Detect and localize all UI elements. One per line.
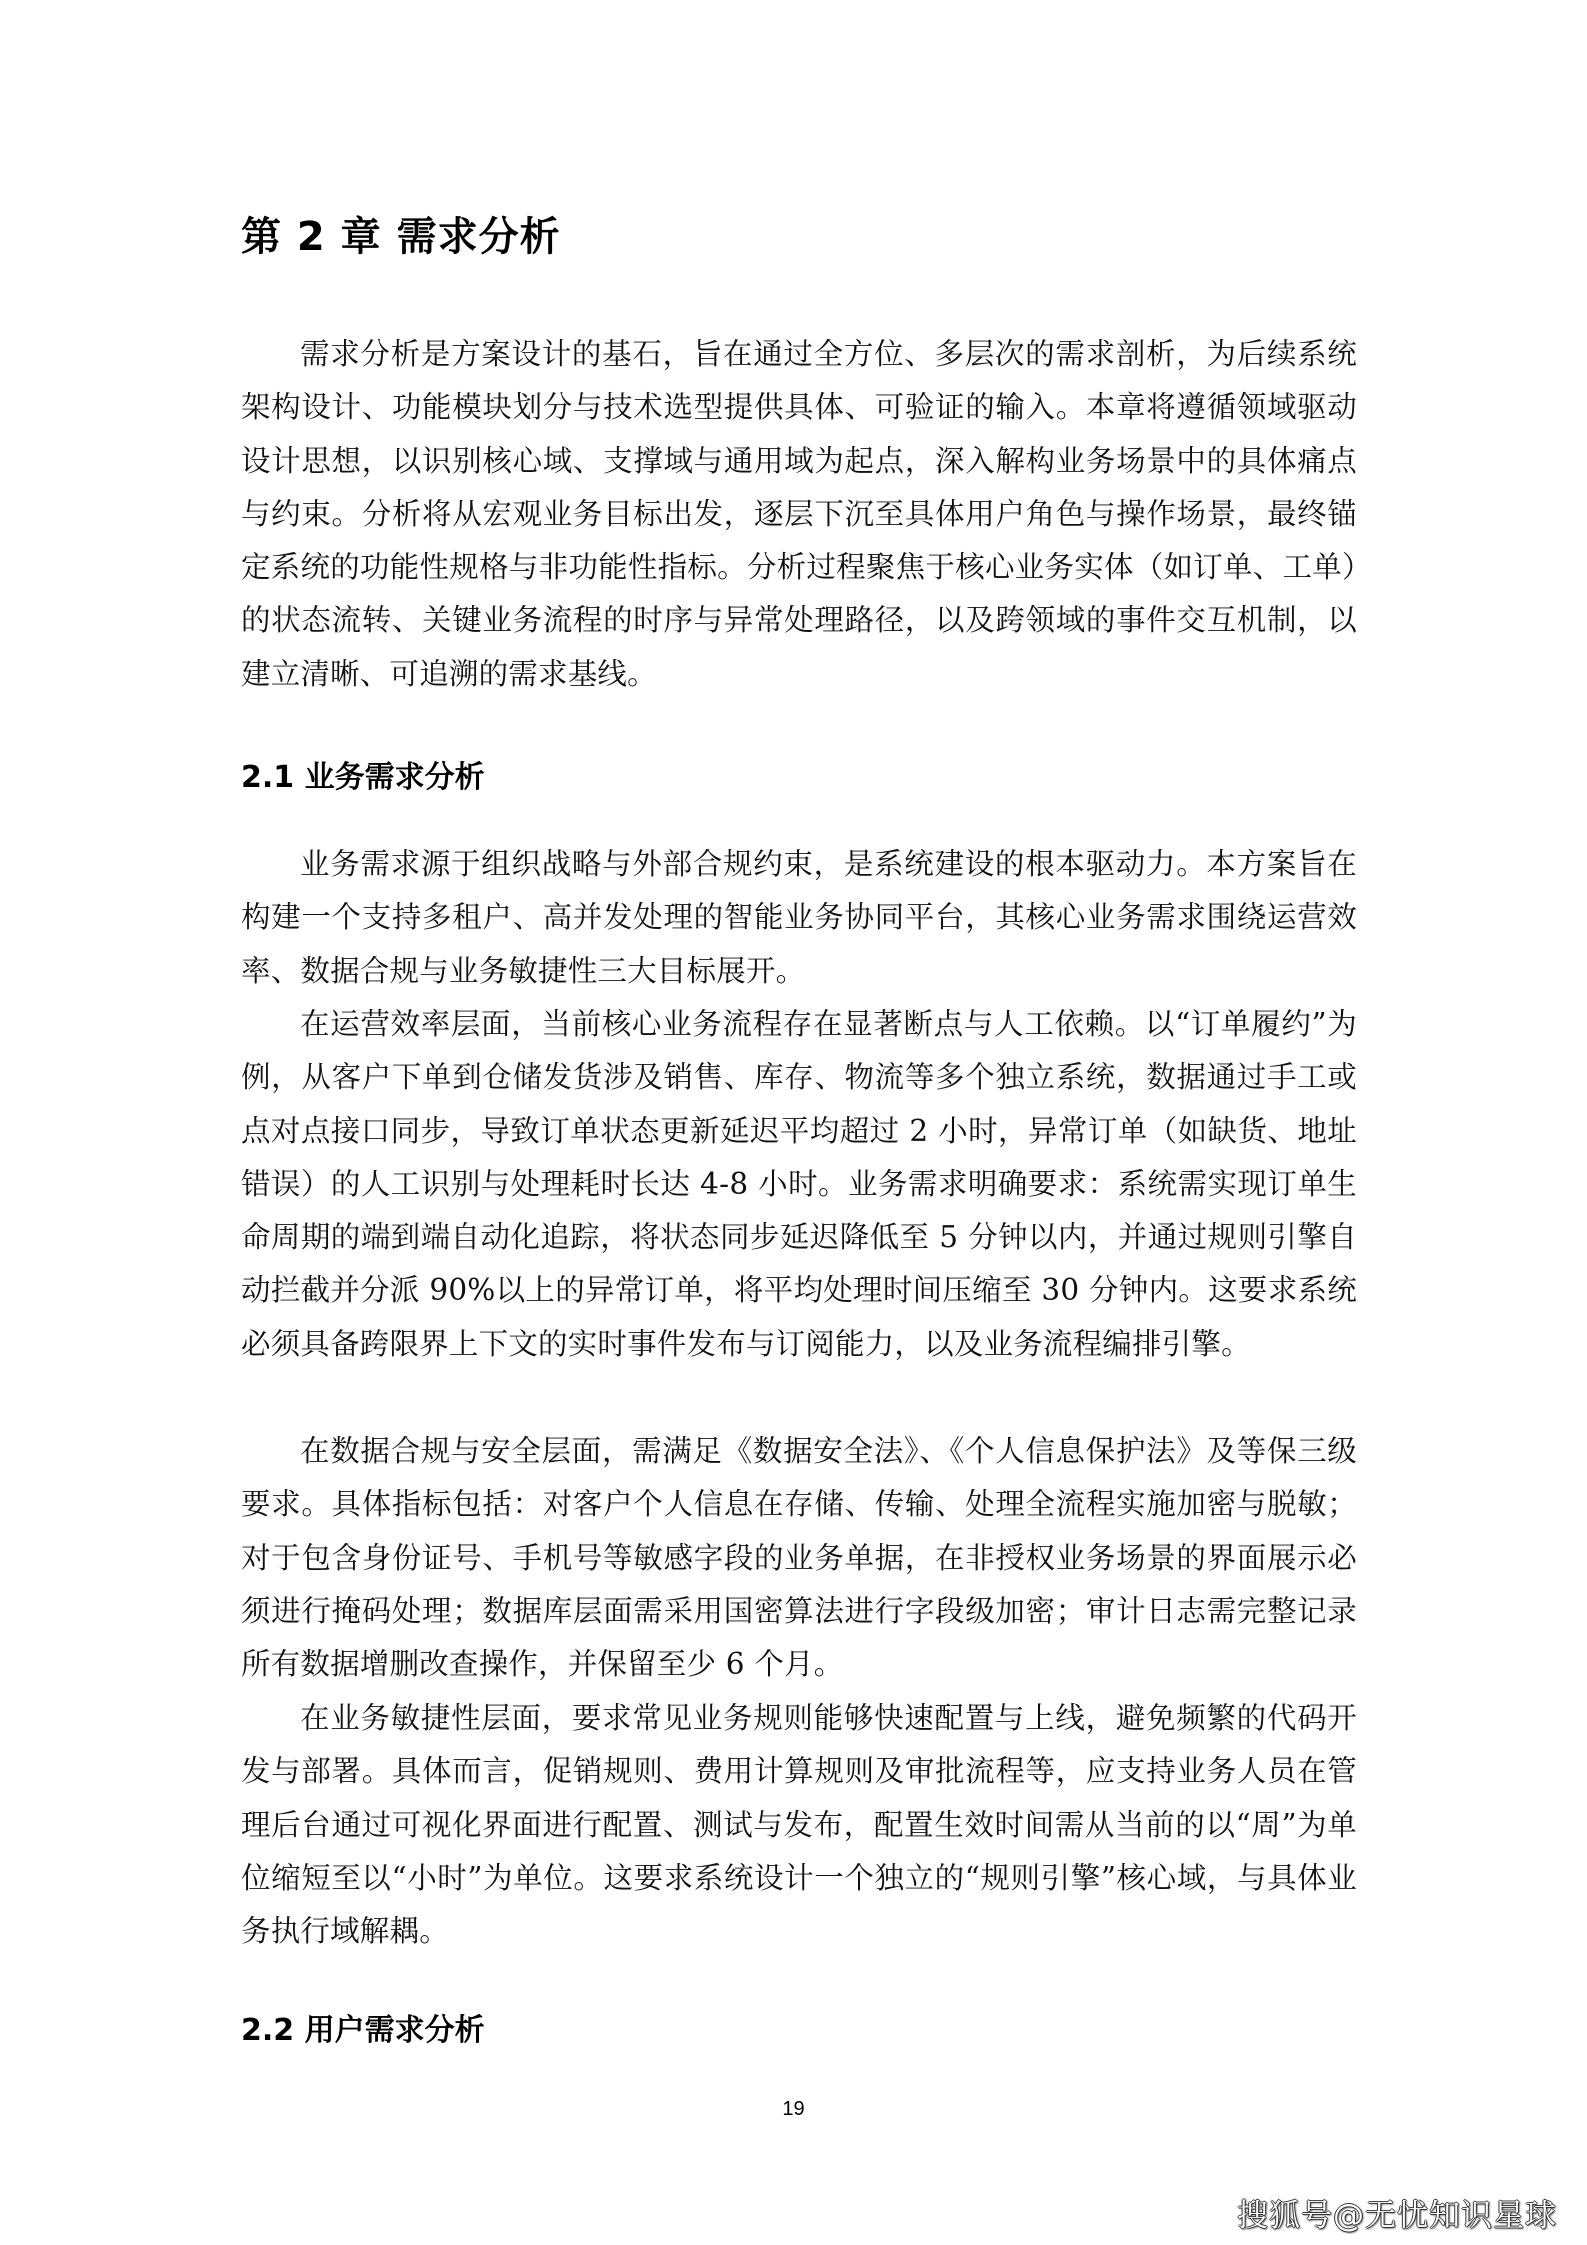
paragraph-business-overview: 业务需求源于组织战略与外部合规约束，是系统建设的根本驱动力。本方案旨在构建一个支持多租户、高并发处理的智能业务协同平台，其核心业务需求围绕运营效率、数据合规与业务敏捷性三大目标展开。 bbox=[241, 847, 1357, 988]
paragraph-data-compliance: 在数据合规与安全层面，需满足《数据安全法》、《个人信息保护法》及等保三级要求。具体指标包括：对客户个人信息在存储、传输、处理全流程实施加密与脱敏；对于包含身份证号、手机号等敏感字段的业务单据，在非授权业务场景的界面展示必须进行掩码处理；数据库层面需采用国密算法进行字段级加密；审计日志需完整记录所有数据增删改查操作，并保留至少 6 个月。 bbox=[241, 1434, 1357, 1682]
paragraph-operational-efficiency: 在运营效率层面，当前核心业务流程存在显著断点与人工依赖。以“订单履约”为例，从客户下单到仓储发货涉及销售、库存、物流等多个独立系统，数据通过手工或点对点接口同步，导致订单状态更新延迟平均超过 2 小时，异常订单（如缺货、地址错误）的人工识别与处理耗时长达 4-8 小时。业务需求明确要求：系统需实现订单生命周期的端到端自动化追踪，将状态同步延迟降低至 5 分钟以内，并通过规则引擎自动拦截并分派 90%以上的异常订单，将平均处理时间压缩至 30 分钟内。这要求系统必须具备跨限界上下文的实时事件发布与订阅能力，以及业务流程编排引擎。 bbox=[241, 1007, 1357, 1361]
section-title-2-2: 2.2 用户需求分析 bbox=[241, 2013, 485, 2048]
paragraph-business-agility: 在业务敏捷性层面，要求常见业务规则能够快速配置与上线，避免频繁的代码开发与部署。具体而言，促销规则、费用计算规则及审批流程等，应支持业务人员在管理后台通过可视化界面进行配置、测试与发布，配置生效时间需从当前的以“周”为单位缩短至以“小时”为单位。这要求系统设计一个独立的“规则引擎”核心域，与具体业务执行域解耦。 bbox=[241, 1701, 1357, 1949]
page-number: 19 bbox=[782, 2098, 805, 2120]
intro-paragraph: 需求分析是方案设计的基石，旨在通过全方位、多层次的需求剖析，为后续系统架构设计、功能模块划分与技术选型提供具体、可验证的输入。本章将遵循领域驱动设计思想，以识别核心域、支撑域与通用域为起点，深入解构业务场景中的具体痛点与约束。分析将从宏观业务目标出发，逐层下沉至具体用户角色与操作场景，最终锚定系统的功能性规格与非功能性指标。分析过程聚焦于核心业务实体（如订单、工单）的状态流转、关键业务流程的时序与异常处理路径，以及跨领域的事件交互机制，以建立清晰、可追溯的需求基线。 bbox=[241, 337, 1357, 691]
watermark: 搜狐号@无忧知识星球 bbox=[1237, 2198, 1557, 2234]
section-title-2-1: 2.1 业务需求分析 bbox=[241, 760, 485, 795]
chapter-title: 第 2 章 需求分析 bbox=[241, 214, 561, 260]
